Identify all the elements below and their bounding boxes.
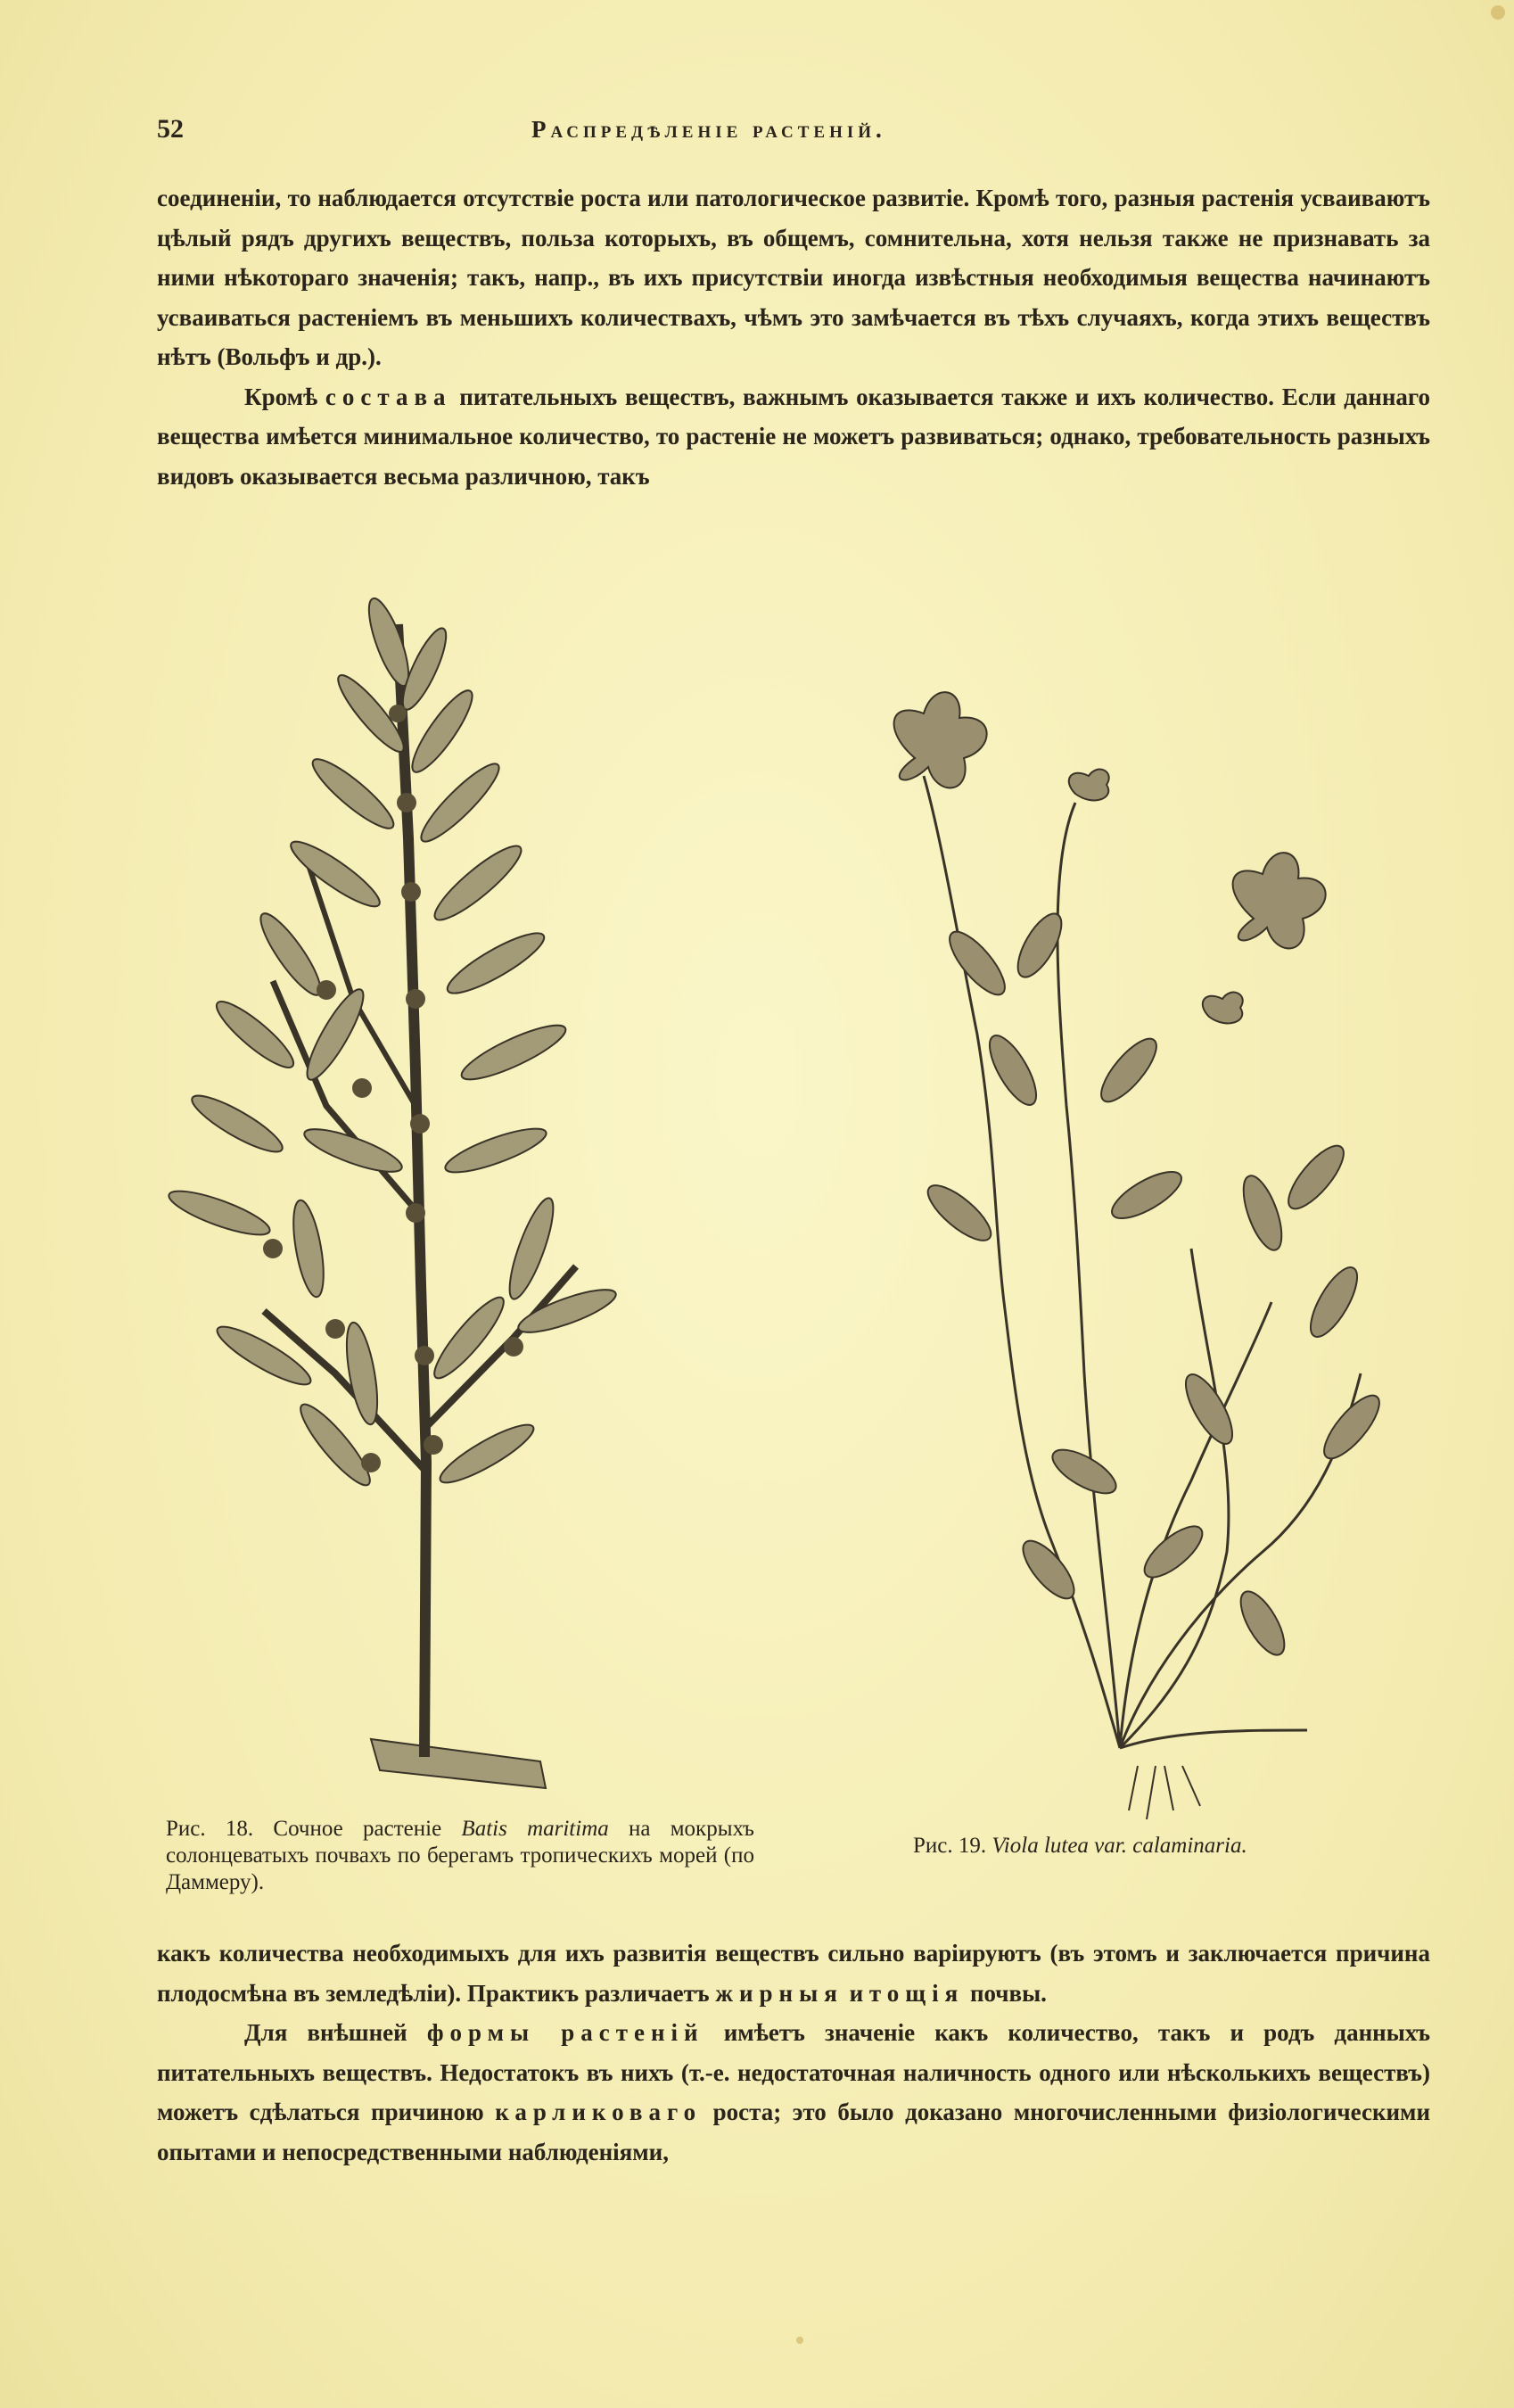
species-name: Batis maritima: [461, 1817, 609, 1841]
emphasized-text: состава: [325, 383, 452, 410]
top-text-block: [157, 178, 1430, 496]
page-number: 52: [157, 114, 184, 144]
paragraph: соединеніи, то наблюдается отсутствіе роста или патологическое развитіе. Кромѣ того, разныя растенія усваиваютъ цѣлый рядъ другихъ веществъ, польза которыхъ, въ общемъ, сомнительна, хотя нельзя также не признавать за ними нѣкотораго значенія; такъ, напр., въ ихъ присутствіи иногда извѣстныя необходимыя вещества начинаютъ усваиваться растеніемъ въ меньшихъ количествахъ, чѣмъ это замѣчается въ тѣхъ случаяхъ, когда этихъ веществъ нѣтъ (Вольфъ и др.).: [157, 185, 1430, 370]
page-header: [157, 114, 1432, 150]
text-run: какъ количества необходимыхъ для ихъ развитія веществъ сильно варіируютъ (въ этомъ и заключается причина плодосмѣна въ земледѣліи). Практикъ различаетъ: [157, 1940, 1430, 2007]
caption-text: Рис. 18. Сочное растеніе: [166, 1817, 462, 1841]
emphasized-text: формы растеній: [426, 2019, 704, 2046]
emphasized-text: тощія: [868, 1979, 965, 2007]
paragraph: [157, 377, 1430, 497]
figure-19-caption: [913, 1833, 1448, 1860]
text-run: питательныхъ веществъ, важнымъ оказывается также и ихъ количество. Если даннаго вещества имѣется минимальное количество, то растеніе не можетъ развиваться; однако, требовательность разныхъ видовъ оказывается весьма различною, такъ: [157, 383, 1430, 490]
caption-text: Рис. 19.: [913, 1834, 992, 1858]
paragraph: [157, 2013, 1430, 2172]
species-name: Viola lutea var. calaminaria.: [992, 1834, 1247, 1858]
batis-maritima-illustration: [165, 594, 620, 1788]
figure-illustrations: [157, 571, 1432, 1819]
caption-text: на мокрыхъ солонцеватыхъ почвахъ по берегамъ тропическихъ морей (по Даммеру).: [166, 1817, 754, 1894]
emphasized-text: жирныя: [715, 1979, 843, 2007]
text-run: Для внѣшней: [244, 2019, 427, 2046]
figure-18-caption: [166, 1816, 754, 1896]
text-run: Кромѣ: [244, 383, 325, 410]
figures-area: [157, 571, 1432, 1819]
paper-stain: [796, 2337, 803, 2344]
paragraph: [157, 1934, 1430, 2013]
text-run: роста; это было доказано многочисленными физіологическими опытами и непосредственными наблюденіями,: [157, 2099, 1431, 2165]
bottom-text-block: [157, 1934, 1430, 2172]
paper-stain: [1491, 5, 1505, 20]
emphasized-text: карликоваго: [495, 2099, 703, 2125]
text-run: имѣетъ значеніе какъ количество, такъ и родъ данныхъ питательныхъ веществъ. Недостатокъ въ нихъ (т.-е. недостаточная наличность одного или нѣсколькихъ веществъ) можетъ сдѣлаться причиною: [157, 2019, 1430, 2125]
running-title: Распредѣленіе растеній.: [531, 116, 886, 143]
text-run: почвы.: [964, 1979, 1047, 2007]
viola-lutea-illustration: [894, 692, 1388, 1819]
text-run: и: [843, 1979, 869, 2007]
